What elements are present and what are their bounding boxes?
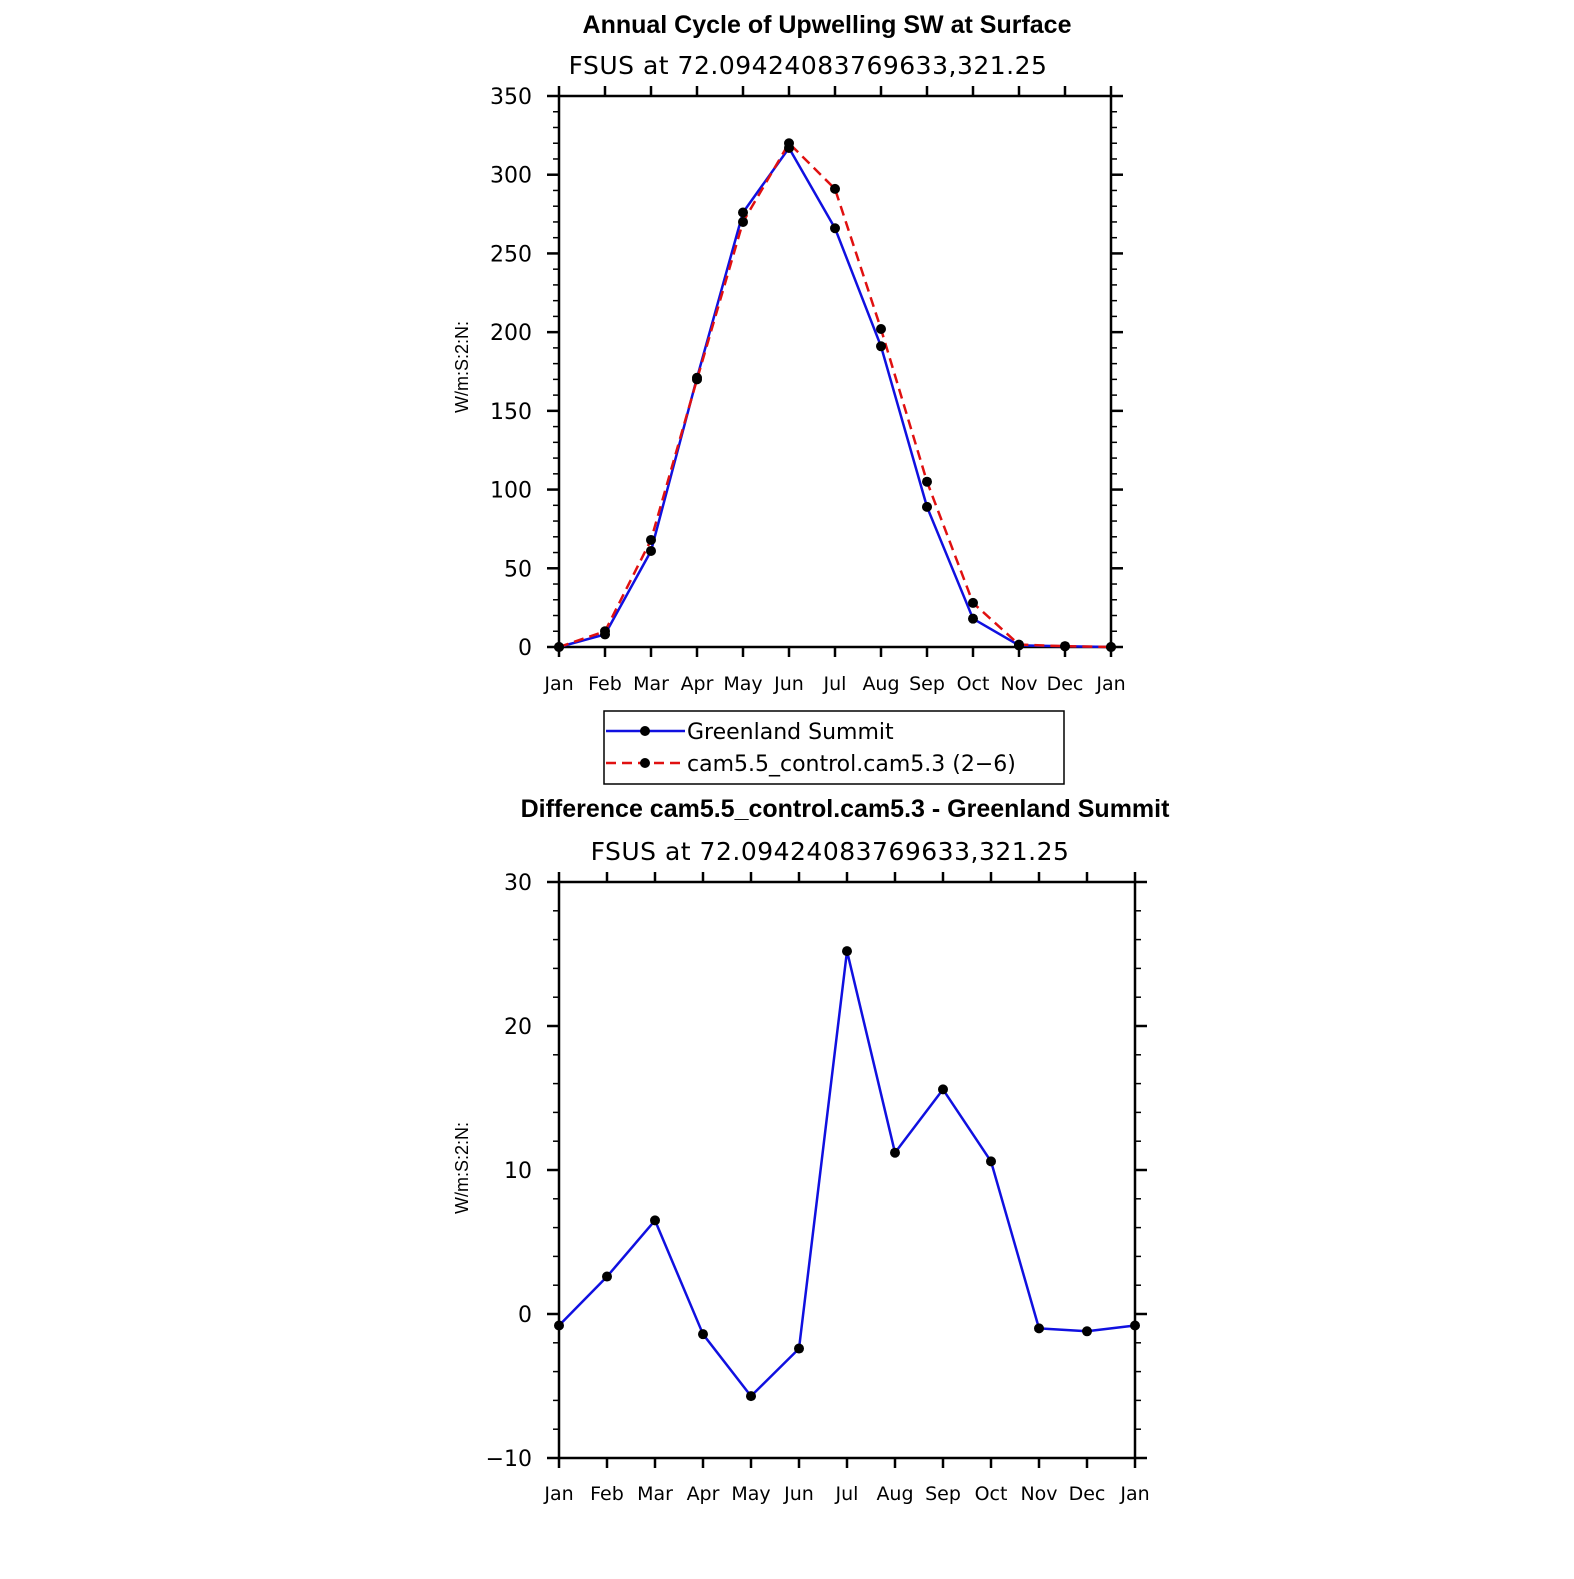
x-tick-label: Nov <box>1020 1483 1058 1505</box>
y-tick-label: 350 <box>490 85 532 110</box>
x-tick-label: May <box>731 1483 771 1505</box>
plot-frame <box>559 96 1111 647</box>
x-tick-label: Jan <box>1120 1483 1150 1505</box>
chart2-title: Difference cam5.5_control.cam5.3 - Greenland Summit <box>520 795 1170 823</box>
y-tick-label: −10 <box>485 1447 532 1472</box>
series-0-point <box>646 546 656 556</box>
y-tick-label: 250 <box>490 242 532 268</box>
series-1-point <box>554 642 564 652</box>
x-tick-label: Jan <box>544 673 574 695</box>
chart1-title: Annual Cycle of Upwelling SW at Surface <box>582 11 1072 39</box>
x-tick-label: Jan <box>544 1483 574 1505</box>
x-tick-label: Dec <box>1068 1483 1106 1505</box>
x-tick-label: Sep <box>925 1483 961 1505</box>
x-tick-label: Nov <box>1000 673 1038 695</box>
chart1-subtitle: FSUS at 72.09424083769633,321.25 <box>568 51 1048 80</box>
chart1-plot <box>490 85 1126 695</box>
chart2-plot <box>486 871 1150 1505</box>
x-tick-label: Feb <box>590 1483 624 1505</box>
x-tick-label: Jun <box>784 1483 814 1505</box>
series-1-point <box>830 184 840 194</box>
y-tick-label: 200 <box>490 321 532 347</box>
x-tick-label: Oct <box>974 1483 1008 1505</box>
series-0-point <box>602 1272 612 1282</box>
legend-label-greenland-summit: Greenland Summit <box>687 720 894 745</box>
series-1-point <box>922 477 932 487</box>
y-tick-label: 100 <box>490 478 532 504</box>
series-0-point <box>650 1215 660 1225</box>
series-0-point <box>876 341 886 351</box>
chart2-y-axis-title: W/m:S:2:N: <box>452 1121 472 1215</box>
x-tick-label: Jul <box>835 1483 859 1505</box>
chart1-y-axis-title: W/m:S:2:N: <box>452 320 472 414</box>
series-line-0 <box>559 951 1135 1396</box>
series-0-point <box>698 1329 708 1339</box>
y-tick-label: 20 <box>504 1015 532 1040</box>
series-line-0 <box>559 148 1111 647</box>
y-tick-label: 10 <box>504 1159 532 1184</box>
x-tick-label: Dec <box>1046 673 1084 695</box>
x-tick-label: Feb <box>588 673 622 695</box>
legend-marker-cam5-control <box>640 758 650 768</box>
x-tick-label: May <box>723 673 763 695</box>
series-0-point <box>1130 1321 1140 1331</box>
x-tick-label: Jul <box>823 673 847 695</box>
series-0-point <box>830 223 840 233</box>
y-tick-label: 50 <box>504 557 532 583</box>
series-1-point <box>784 138 794 148</box>
x-tick-label: Apr <box>680 673 714 695</box>
series-0-point <box>922 502 932 512</box>
series-0-point <box>554 1321 564 1331</box>
series-1-point <box>600 626 610 636</box>
y-tick-label: 300 <box>490 163 532 189</box>
legend-marker-greenland-summit <box>640 726 650 736</box>
series-0-point <box>1034 1323 1044 1333</box>
series-1-point <box>692 374 702 384</box>
y-tick-label: 30 <box>504 871 532 896</box>
series-0-point <box>968 614 978 624</box>
series-0-point <box>794 1344 804 1354</box>
series-1-point <box>1014 640 1024 650</box>
series-1-point <box>876 324 886 334</box>
series-1-point <box>646 535 656 545</box>
series-0-point <box>938 1084 948 1094</box>
x-tick-label: Aug <box>876 1483 914 1505</box>
chart2-subtitle: FSUS at 72.09424083769633,321.25 <box>590 837 1070 866</box>
x-tick-label: Sep <box>909 673 945 695</box>
x-tick-label: Mar <box>633 673 669 695</box>
series-1-point <box>1106 642 1116 652</box>
legend-label-cam5-control: cam5.5_control.cam5.3 (2−6) <box>687 752 1016 777</box>
series-0-point <box>890 1148 900 1158</box>
series-0-point <box>842 946 852 956</box>
series-0-point <box>738 207 748 217</box>
series-0-point <box>1082 1326 1092 1336</box>
series-1-point <box>738 217 748 227</box>
series-0-point <box>986 1156 996 1166</box>
series-1-point <box>968 598 978 608</box>
x-tick-label: Mar <box>637 1483 673 1505</box>
series-line-1 <box>559 143 1111 647</box>
series-1-point <box>1060 641 1070 651</box>
y-tick-label: 150 <box>490 399 532 425</box>
chart1-legend <box>604 711 1064 784</box>
x-tick-label: Jan <box>1096 673 1126 695</box>
y-tick-label: 0 <box>518 636 532 661</box>
series-0-point <box>746 1391 756 1401</box>
y-tick-label: 0 <box>518 1303 532 1328</box>
x-tick-label: Aug <box>862 673 900 695</box>
x-tick-label: Jun <box>774 673 804 695</box>
x-tick-label: Apr <box>686 1483 720 1505</box>
x-tick-label: Oct <box>956 673 990 695</box>
plot-frame <box>559 882 1135 1458</box>
